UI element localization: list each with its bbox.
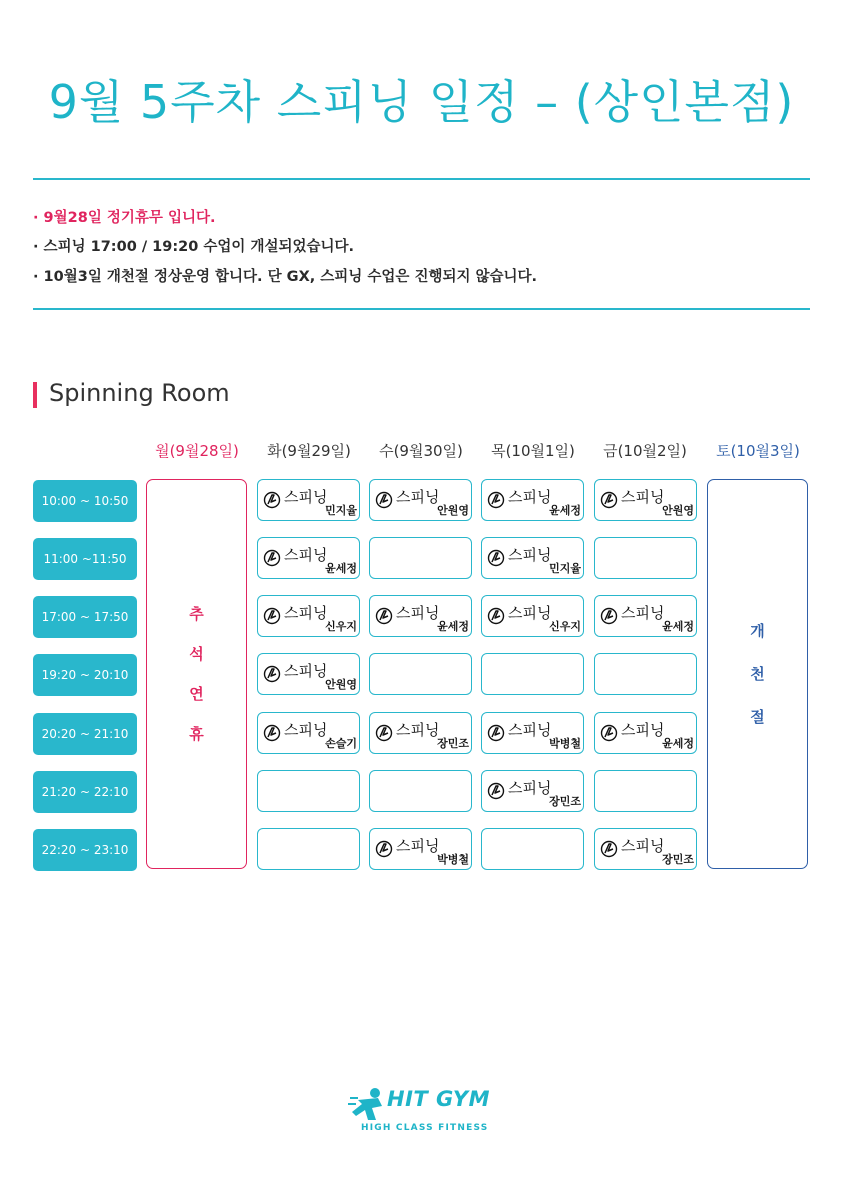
hit-gym-logo (344, 1086, 504, 1142)
instructor-name: 안원영 (437, 504, 469, 517)
bottom-divider (33, 308, 810, 310)
class-slot-fri[interactable] (594, 595, 697, 637)
saturday-holiday-char: 천 (750, 664, 765, 683)
spinning-bike-icon (263, 491, 281, 509)
class-name: 스피닝 (621, 837, 665, 855)
instructor-name: 안원영 (662, 504, 694, 517)
spinning-bike-icon (487, 782, 505, 800)
instructor-name: 신우지 (325, 620, 357, 633)
monday-holiday-char: 석 (189, 645, 204, 663)
top-divider (33, 178, 810, 180)
time-slot-label: 11:00 ~11:50 (33, 538, 137, 580)
monday-holiday-char: 추 (189, 605, 204, 623)
class-slot-tue[interactable] (257, 595, 360, 637)
class-slot-fri (594, 770, 697, 812)
monday-holiday-box (146, 479, 247, 869)
day-header-sat: 토(10월3일) (716, 442, 800, 460)
spinning-bike-icon (600, 491, 618, 509)
class-slot-wed[interactable] (369, 479, 472, 521)
monday-holiday-char: 휴 (189, 725, 204, 743)
class-name: 스피닝 (621, 604, 665, 622)
class-slot-tue (257, 770, 360, 812)
class-slot-thu[interactable] (481, 537, 584, 579)
class-name: 스피닝 (508, 779, 552, 797)
class-name: 스피닝 (396, 837, 440, 855)
class-name: 스피닝 (396, 604, 440, 622)
instructor-name: 장민조 (662, 853, 694, 866)
day-header-wed: 수(9월30일) (379, 442, 463, 460)
class-slot-thu (481, 828, 584, 870)
instructor-name: 윤세정 (662, 620, 694, 633)
section-title: Spinning Room (49, 379, 230, 407)
spinning-bike-icon (487, 549, 505, 567)
spinning-bike-icon (375, 840, 393, 858)
class-slot-fri[interactable] (594, 712, 697, 754)
section-marker (33, 382, 37, 408)
class-slot-wed[interactable] (369, 595, 472, 637)
time-slot-label: 19:20 ~ 20:10 (33, 654, 137, 696)
spinning-bike-icon (600, 840, 618, 858)
class-name: 스피닝 (508, 604, 552, 622)
logo-tagline: HIGH CLASS FITNESS (361, 1123, 489, 1133)
class-slot-thu[interactable] (481, 595, 584, 637)
spinning-bike-icon (600, 724, 618, 742)
monday-holiday-text (189, 594, 204, 754)
instructor-name: 윤세정 (549, 504, 581, 517)
class-slot-fri[interactable] (594, 479, 697, 521)
day-header-fri: 금(10월2일) (603, 442, 687, 460)
logo-name: HIT GYM (387, 1087, 491, 1111)
class-slot-thu[interactable] (481, 479, 584, 521)
instructor-name: 장민조 (437, 737, 469, 750)
page-title: 9월 5주차 스피닝 일정 – (상인본점) (48, 75, 795, 129)
spinning-bike-icon (375, 491, 393, 509)
notice-new-classes: · 스피닝 17:00 / 19:20 수업이 개설되었습니다. (33, 239, 355, 255)
class-name: 스피닝 (621, 488, 665, 506)
runner-icon (348, 1086, 388, 1122)
class-slot-tue[interactable] (257, 712, 360, 754)
class-name: 스피닝 (508, 546, 552, 564)
saturday-holiday-text (750, 610, 765, 739)
class-slot-wed[interactable] (369, 828, 472, 870)
class-slot-tue[interactable] (257, 537, 360, 579)
saturday-holiday-char: 절 (750, 707, 765, 726)
spinning-bike-icon (263, 665, 281, 683)
class-name: 스피닝 (396, 721, 440, 739)
time-slot-label: 22:20 ~ 23:10 (33, 829, 137, 871)
instructor-name: 윤세정 (325, 562, 357, 575)
spinning-bike-icon (487, 724, 505, 742)
class-slot-wed[interactable] (369, 712, 472, 754)
class-name: 스피닝 (284, 662, 328, 680)
spinning-bike-icon (375, 724, 393, 742)
class-slot-tue[interactable] (257, 479, 360, 521)
day-header-thu: 목(10월1일) (491, 442, 575, 460)
spinning-bike-icon (263, 607, 281, 625)
class-slot-tue (257, 828, 360, 870)
time-slot-label: 10:00 ~ 10:50 (33, 480, 137, 522)
spinning-bike-icon (487, 491, 505, 509)
instructor-name: 안원영 (325, 678, 357, 691)
class-name: 스피닝 (284, 488, 328, 506)
class-name: 스피닝 (508, 721, 552, 739)
spinning-bike-icon (487, 607, 505, 625)
class-name: 스피닝 (284, 721, 328, 739)
saturday-holiday-box (707, 479, 808, 869)
class-name: 스피닝 (396, 488, 440, 506)
monday-holiday-char: 연 (189, 685, 204, 703)
instructor-name: 장민조 (549, 795, 581, 808)
class-slot-thu[interactable] (481, 770, 584, 812)
class-slot-fri (594, 653, 697, 695)
class-slot-fri (594, 537, 697, 579)
time-slot-label: 21:20 ~ 22:10 (33, 771, 137, 813)
instructor-name: 신우지 (549, 620, 581, 633)
class-name: 스피닝 (284, 604, 328, 622)
instructor-name: 박병철 (437, 853, 469, 866)
class-name: 스피닝 (621, 721, 665, 739)
class-slot-wed (369, 770, 472, 812)
class-name: 스피닝 (284, 546, 328, 564)
day-header-tue: 화(9월29일) (267, 442, 351, 460)
time-slot-label: 20:20 ~ 21:10 (33, 713, 137, 755)
class-slot-wed (369, 653, 472, 695)
class-slot-wed (369, 537, 472, 579)
instructor-name: 민지율 (325, 504, 357, 517)
class-slot-fri[interactable] (594, 828, 697, 870)
instructor-name: 손슬기 (325, 737, 357, 750)
notice-closed-day: · 9월28일 정기휴무 입니다. (33, 210, 216, 226)
instructor-name: 윤세정 (437, 620, 469, 633)
class-slot-tue[interactable] (257, 653, 360, 695)
spinning-bike-icon (263, 724, 281, 742)
instructor-name: 윤세정 (662, 737, 694, 750)
time-slot-label: 17:00 ~ 17:50 (33, 596, 137, 638)
instructor-name: 박병철 (549, 737, 581, 750)
spinning-bike-icon (600, 607, 618, 625)
class-slot-thu[interactable] (481, 712, 584, 754)
saturday-holiday-char: 개 (750, 621, 765, 640)
notice-holiday-operation: · 10월3일 개천절 정상운영 합니다. 단 GX, 스피닝 수업은 진행되지 않습니다. (33, 269, 538, 285)
class-name: 스피닝 (508, 488, 552, 506)
spinning-bike-icon (263, 549, 281, 567)
spinning-bike-icon (375, 607, 393, 625)
instructor-name: 민지율 (549, 562, 581, 575)
day-header-mon: 월(9월28일) (155, 442, 239, 460)
class-slot-thu (481, 653, 584, 695)
